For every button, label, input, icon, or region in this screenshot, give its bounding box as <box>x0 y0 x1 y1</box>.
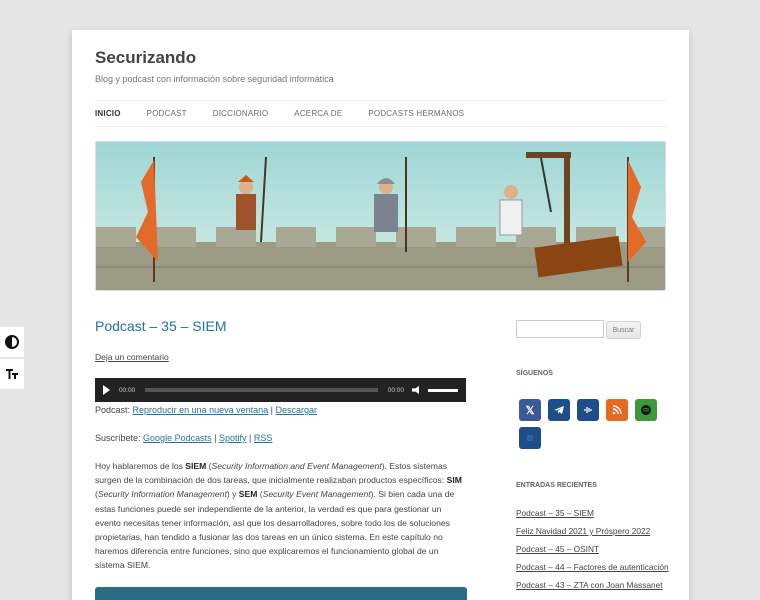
nav-item-podcast[interactable]: PODCAST <box>146 109 187 118</box>
social-icons <box>519 399 664 455</box>
recent-post-link[interactable]: Podcast – 35 – SIEM <box>516 508 594 518</box>
nav-item-diccionario[interactable]: DICCIONARIO <box>212 109 269 118</box>
subscribe-line <box>95 433 272 443</box>
ivoox-icon[interactable] <box>577 399 599 421</box>
main-navigation <box>95 100 666 127</box>
duration: 00:00 <box>387 386 404 394</box>
other-icon[interactable] <box>519 427 541 449</box>
subscribe-label: Suscríbete: <box>95 433 141 443</box>
google-podcasts-link[interactable]: Google Podcasts <box>143 433 212 443</box>
header-banner-image <box>95 141 666 291</box>
text-size-icon <box>5 367 19 381</box>
separator: | <box>249 433 252 443</box>
current-time: 00:00 <box>119 386 136 394</box>
separator: | <box>214 433 217 443</box>
site-description: Blog y podcast con información sobre seguridad informática <box>95 74 334 84</box>
audio-player <box>95 378 466 402</box>
play-icon[interactable] <box>103 385 110 395</box>
download-link[interactable]: Descargar <box>275 405 318 415</box>
podcast-links-line <box>95 405 317 415</box>
recent-post-link[interactable]: Podcast – 44 – Factores de autenticación <box>516 562 669 572</box>
post-title[interactable]: Podcast – 35 – SIEM <box>95 318 227 334</box>
volume-slider[interactable] <box>428 389 458 392</box>
rss-icon[interactable] <box>606 399 628 421</box>
recent-posts-title: ENTRADAS RECIENTES <box>516 482 597 489</box>
page-container <box>72 30 689 600</box>
recent-post-link[interactable]: Podcast – 45 – OSINT <box>516 544 600 554</box>
podcast-label: Podcast: <box>95 405 131 415</box>
contrast-toggle-button[interactable] <box>0 327 24 357</box>
follow-widget-title: SÍGUENOS <box>516 370 553 377</box>
font-size-toggle-button[interactable] <box>0 359 24 389</box>
recent-post-link[interactable]: Podcast – 43 – ZTA con Joan Massanet <box>516 580 663 590</box>
nav-item-inicio[interactable]: INICIO <box>95 109 121 118</box>
post-body: Hoy hablaremos de los SIEM (Security Information and Event Management). Estos sistemas surgen de la combinación de dos tareas, que inicialmente realizaban productos específicos: SIM (Security Information Management) y SEM (Security Event Management). Si bien cada una de estas funciones puede ser independiente de la anterior, la verdad es que para gestionar un evento necesitas tener información, así que los desarrolladores, sobre todo los de soluciones propietarias, han tendido a fusionar las dos tareas en un único sistema. En este capítulo no haremos diferencia entre funciones, sino que explicaremos el funcionamiento global de un sistema SIEM. <box>95 461 462 571</box>
recent-post-link[interactable]: Feliz Navidad 2021 y Próspero 2022 <box>516 526 651 536</box>
recent-posts-list <box>516 508 669 598</box>
contrast-icon <box>5 335 19 349</box>
play-new-window-link[interactable]: Reproducir en una nueva ventana <box>132 405 269 415</box>
nav-item-podcasts-hermanos[interactable]: PODCASTS HERMANOS <box>368 109 465 118</box>
leave-comment-link[interactable]: Deja un comentario <box>95 352 169 362</box>
spotify-link[interactable]: Spotify <box>218 433 247 443</box>
progress-rail[interactable] <box>145 388 377 392</box>
site-title[interactable]: Securizando <box>95 48 197 67</box>
rss-link[interactable]: RSS <box>253 433 273 443</box>
x-twitter-icon[interactable]: 𝕏 <box>519 399 541 421</box>
volume-icon[interactable] <box>412 386 422 394</box>
separator: | <box>270 405 274 415</box>
search-input[interactable] <box>516 320 604 338</box>
telegram-icon[interactable] <box>548 399 570 421</box>
search-button[interactable]: Buscar <box>606 321 641 339</box>
spotify-icon[interactable] <box>635 399 657 421</box>
nav-item-acerca-de[interactable]: ACERCA DE <box>294 109 343 118</box>
content-box <box>95 587 467 600</box>
